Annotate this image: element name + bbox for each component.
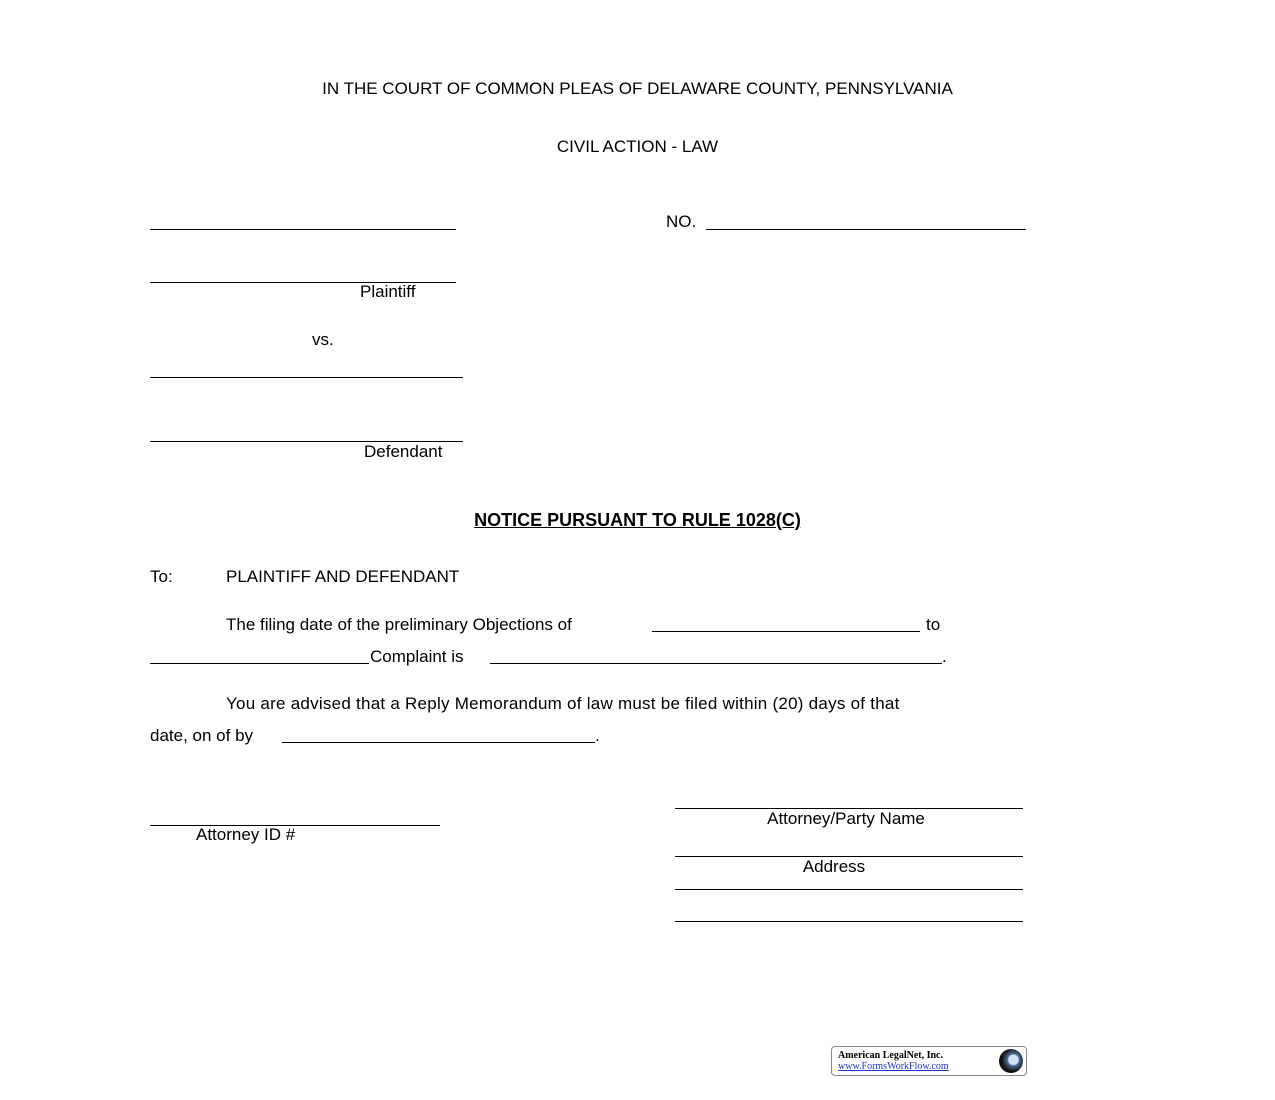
address-line-2[interactable] <box>675 889 1023 890</box>
para2-line1: You are advised that a Reply Memorandum of law must be filed within (20) days of that <box>226 694 900 713</box>
action-type: CIVIL ACTION - LAW <box>556 137 719 156</box>
objector-line[interactable] <box>652 631 920 632</box>
to-label: To: <box>150 567 173 586</box>
globe-icon <box>999 1049 1023 1073</box>
para1-end: . <box>942 647 947 666</box>
notice-heading <box>0 510 1275 530</box>
to-value: PLAINTIFF AND DEFENDANT <box>226 567 460 586</box>
para1-complaint: Complaint is <box>370 647 464 666</box>
case-no-line[interactable] <box>706 229 1026 230</box>
defendant-name-line-1[interactable] <box>150 377 463 378</box>
para2-end: . <box>595 726 600 745</box>
american-legalnet-logo[interactable] <box>831 1046 1027 1076</box>
plaintiff-name-line-1[interactable] <box>150 229 456 230</box>
address-label: Address <box>802 857 866 876</box>
para1-text: The filing date of the preliminary Objections of <box>226 615 572 634</box>
para2-line2: date, on of by <box>150 726 254 745</box>
court-title: IN THE COURT OF COMMON PLEAS OF DELAWARE COUNTY, PENNSYLVANIA <box>322 79 953 98</box>
plaintiff-label: Plaintiff <box>360 282 416 301</box>
vs-label: vs. <box>312 330 334 349</box>
case-no-label: NO. <box>666 212 697 231</box>
notice-heading-text: NOTICE PURSUANT TO RULE 1028(C) <box>474 510 801 530</box>
complaint-party-line[interactable] <box>150 663 369 664</box>
party-name-label: Attorney/Party Name <box>767 809 925 828</box>
defendant-label: Defendant <box>364 442 443 461</box>
para1-to: to <box>926 615 941 634</box>
reply-date-line[interactable] <box>282 742 595 743</box>
logo-company: American LegalNet, Inc. <box>838 1050 943 1061</box>
filing-date-line[interactable] <box>490 663 942 664</box>
attorney-id-label: Attorney ID # <box>196 825 296 844</box>
logo-url[interactable]: www.FormsWorkFlow.com <box>838 1061 949 1072</box>
address-line-3[interactable] <box>675 921 1023 922</box>
